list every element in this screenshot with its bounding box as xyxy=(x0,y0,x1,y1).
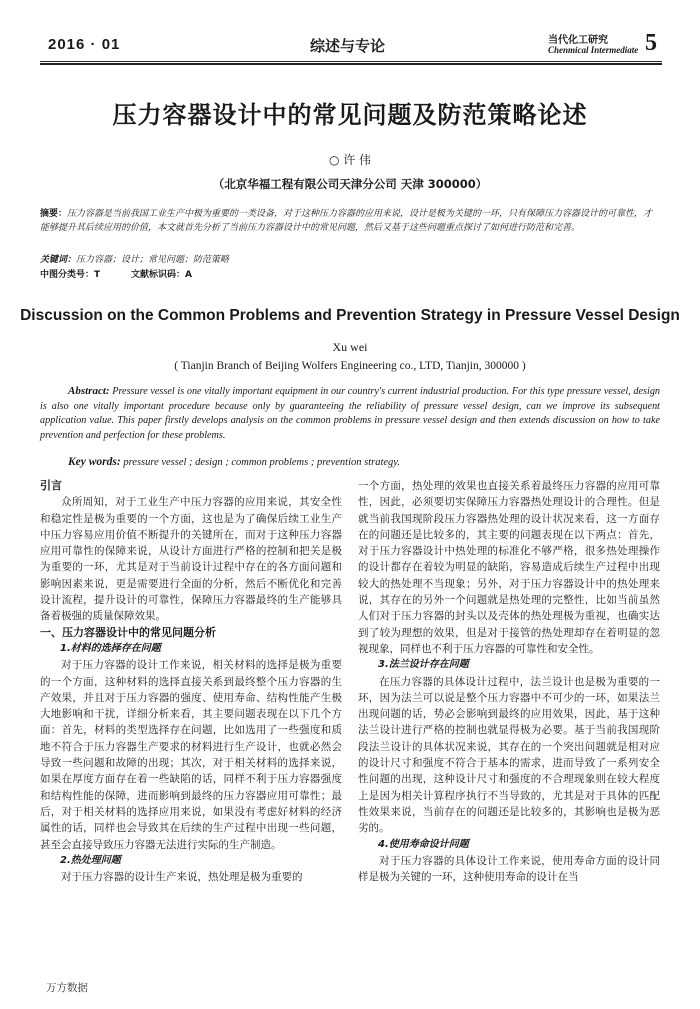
title-cn: 压力容器设计中的常见问题及防范策略论述 xyxy=(112,101,588,129)
abstract-cn-text: 压力容器是当前我国工业生产中极为重要的一类设备，对于这种压力容器的应用来说，设计是极为关键的一环，只有保障压力容器设计的可靠性，才能够提升其后续应用的价值，本文就首先分析了当前压力容器设计中的常见问题，然后又基于这些问题重点探讨了如何进行防范和完善。 xyxy=(40,209,653,233)
abstract-en-text: Pressure vessel is one vitally important equipment in our country's current industrial production. For this type pressure vessel, design is also one vitally important procedure because only by guaranteeing the reliability of pressure vessel design, can we improve its subsequent application value. This paper firstly develops analysis on the common problems in pressure vessel design and then extends discussion on how to take prevention and perfection for these problems. xyxy=(40,386,661,441)
subsection4-paragraph: 对于压力容器的具体设计工作来说，使用寿命方面的设计同样是极为关键的一环，这种使用寿命的设计在当 xyxy=(358,854,660,884)
issue-number: 2016 · 01 xyxy=(48,36,121,53)
subsection1-heading: 1.材料的选择存在问题 xyxy=(60,642,161,654)
keywords-cn-label: 关键词： xyxy=(40,255,77,265)
affiliation-en: ( Tianjin Branch of Beijing Wolfers Engineering co., LTD, Tianjin, 300000 ) xyxy=(174,360,526,372)
body-left-column xyxy=(40,478,342,885)
section1-heading: 一、压力容器设计中的常见问题分析 xyxy=(40,625,216,639)
journal-name-cn: 当代化工研究 xyxy=(548,35,608,46)
keywords-cn-text: 压力容器；设计；常见问题；防范策略 xyxy=(76,255,230,265)
subsection3-paragraph: 在压力容器的具体设计过程中，法兰设计也是极为重要的一环，因为法兰可以说是整个压力容器中不可少的一环，如果法兰出现问题的话，势必会影响到最终的应用效果，因此，基于这种法兰设计进行严格的控制也就显得极为必要。基于当前我国现阶段法兰设计的具体状况来说，其存在的一个突出问题就是相对应的设计尺寸和强度不符合于基本的需求，进而导致了一系列安全性问题的出现，这种设计尺寸和强度的不合理现象则在较大程度上是因为相关计算程序执行不当导致的，尤其是对于具体的匹配性效果来说，当前存在的问题还是比较多的，其影响也是极为恶劣的。 xyxy=(358,675,660,835)
subsection1-paragraph: 对于压力容器的设计工作来说，相关材料的选择是极为重要的一个方面，这种材料的选择直接关系到最终整个压力容器的生产效果，并且对于压力容器的强度、使用寿命、结构性能产生极大地影响和干扰，详细分析来看，其主要问题表现在以下几个方面：首先，材料的类型选择存在问题，比如选用了一些强度和质地不符合于压力容器生产要求的材料进行生产设计，也就必然会导致一些问题和故障的出现；其次，对于相关材料的选择来说，如果在厚度方面存在着一些缺陷的话，同样不利于压力容器强度和结构性能的保障，进而影响到最终的压力容器应用可靠性；最后，对于相关材料的选择应用来说，如果没有考虑好材料的经济属性的话，同样也会导致其在后续的生产过程中出现一些问题，甚至会直接导致压力容器无法进行实际的生产制造。 xyxy=(40,659,342,851)
subsection2-paragraph: 对于压力容器的设计生产来说，热处理是极为重要的 xyxy=(61,871,303,884)
footer-watermark: 万方数据 xyxy=(46,982,88,994)
keywords-cn xyxy=(40,252,660,265)
subsection4-heading: 4.使用寿命设计问题 xyxy=(378,838,469,850)
affiliation-cn: （北京华福工程有限公司天津分公司 天津 300000） xyxy=(212,177,488,191)
abstract-en-label: Abstract: xyxy=(68,385,110,397)
author-cn: ○ 许 伟 xyxy=(328,153,372,167)
header-rule xyxy=(40,61,662,65)
classification-number: 中图分类号：T xyxy=(40,270,101,280)
abstract-cn xyxy=(40,208,660,235)
keywords-en-label: Key words: xyxy=(68,456,121,468)
section-name: 综述与专论 xyxy=(310,37,386,55)
page-header xyxy=(0,0,700,66)
page-number: 5 xyxy=(645,30,657,56)
subsection3-heading: 3.法兰设计存在问题 xyxy=(378,659,469,671)
author-en: Xu wei xyxy=(332,340,368,354)
classification-line xyxy=(40,267,660,280)
journal-name-en: Chenmical Intermediate xyxy=(548,45,639,55)
abstract-en xyxy=(40,384,660,443)
title-en: Discussion on the Common Problems and Prevention Strategy in Pressure Vessel Design xyxy=(20,307,680,324)
keywords-en xyxy=(68,456,660,468)
intro-paragraph: 众所周知，对于工业生产中压力容器的应用来说，其安全性和稳定性是极为重要的一个方面，这也是为了确保后续工业生产中压力容易应用价值不断提升的关键所在，而对于这种压力容器应用可靠性的保障来说，从设计方面进行严格的控制和把关是极为重要的一环，尤其是对于当前设计过程中存在的各方面问题和影响因素来说，更是需要进行全面的分析，然后不断优化和完善设计流程，提升设计的可靠性，保障压力容器最终的生产能够具备着极强的质量保障效果。 xyxy=(40,496,342,623)
document-code: 文献标识码：A xyxy=(131,270,193,280)
intro-heading: 引言 xyxy=(40,479,62,492)
body-right-column xyxy=(358,478,660,885)
subsection2-heading: 2.热处理问题 xyxy=(60,854,121,866)
keywords-en-text: pressure vessel ; design ; common problems ; prevention strategy. xyxy=(123,457,400,468)
continued-paragraph: 一个方面，热处理的效果也直接关系着最终压力容器的应用可靠性，因此，必须要切实保障压力容器热处理设计的合理性。但是就当前我国现阶段压力容器热处理的设计状况来看，这一方面存在的问题还是比较多的，其主要的问题表现在以下两点：首先，对于压力容器设计中热处理的标准化不够严格，很多热处理操作的设计都存在着较为明显的缺陷，容易造成后续生产过程中出现较大的热处理不当现象；另外，对于压力容器设计中的热处理来说，其存在的另外一个问题就是热处理的完整性，比如当前虽然人们对于压力容器的封头以及壳体的热处理极为重视，也确实达到了较为理想的效果，但是对于接管的热处理却存在着明显的忽视现象，同样也不利于压力容器的可靠性和安全性。 xyxy=(358,480,660,655)
abstract-cn-label: 摘要： xyxy=(40,209,68,219)
